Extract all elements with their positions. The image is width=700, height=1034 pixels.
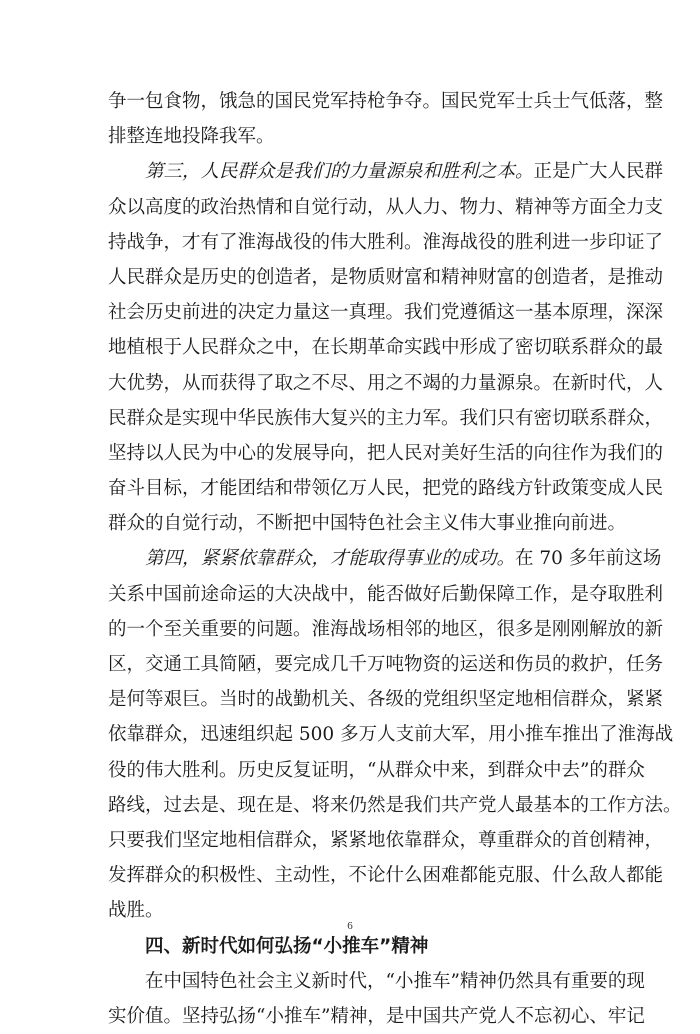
paragraph-2-line: 民群众是实现中华民族伟大复兴的主力军。我们只有密切联系群众， <box>108 407 664 429</box>
page-number: 6 <box>347 920 353 932</box>
paragraph-2-line: 持战争，才有了淮海战役的伟大胜利。淮海战役的胜利进一步印证了 <box>108 231 664 253</box>
paragraph-2-lead: 第三，人民群众是我们的力量源泉和胜利之本。 <box>145 161 534 183</box>
paragraph-2-line: 众以高度的政治热情和自觉行动，从人力、物力、精神等方面全力支 <box>108 196 664 218</box>
paragraph-3-line: 只要我们坚定地相信群众，紧紧地依靠群众，尊重群众的首创精神， <box>108 829 664 851</box>
paragraph-3-line: 发挥群众的积极性、主动性，不论什么困难都能克服、什么敌人都能 <box>108 865 664 887</box>
document-body <box>108 84 682 1034</box>
paragraph-4-line-2: 实价值。坚持弘扬“小推车”精神，是中国共产党人不忘初心、牢记 <box>108 1005 645 1027</box>
paragraph-3-line: 的一个至关重要的问题。淮海战场相邻的地区，很多是刚刚解放的新 <box>108 618 664 640</box>
paragraph-1-line-2: 排整连地投降我军。 <box>108 126 275 148</box>
paragraph-2-line: 群众的自觉行动，不断把中国特色社会主义伟大事业推向前进。 <box>108 513 627 535</box>
paragraph-3-line: 依靠群众，迅速组织起 500 多万人支前大军，用小推车推出了淮海战 <box>108 724 674 746</box>
section-heading: 四、新时代如何弘扬“小推车”精神 <box>145 935 429 957</box>
paragraph-3-line: 役的伟大胜利。历史反复证明，“从群众中来，到群众中去”的群众 <box>108 759 645 781</box>
paragraph-3-lead: 第四，紧紧依靠群众，才能取得事业的成功。 <box>145 548 516 570</box>
paragraph-2-lead-rest: 正是广大人民群 <box>533 161 664 183</box>
paragraph-3-line: 是何等艰巨。当时的战勤机关、各级的党组织坚定地相信群众，紧紧 <box>108 689 664 711</box>
paragraph-2-line-1 <box>108 154 664 189</box>
paragraph-2-line: 地植根于人民群众之中，在长期革命实践中形成了密切联系群众的最 <box>108 337 664 359</box>
paragraph-2-line: 社会历史前进的决定力量这一真理。我们党遵循这一基本原理，深深 <box>108 302 664 324</box>
paragraph-3-line: 关系中国前途命运的大决战中，能否做好后勤保障工作，是夺取胜利 <box>108 583 664 605</box>
paragraph-3-line: 战胜。 <box>108 900 164 922</box>
paragraph-2-line: 人民群众是历史的创造者，是物质财富和精神财富的创造者，是推动 <box>108 266 664 288</box>
paragraph-2-line: 坚持以人民为中心的发展导向，把人民对美好生活的向往作为我们的 <box>108 442 664 464</box>
paragraph-1-line-1: 争一包食物，饿急的国民党军持枪争夺。国民党军士兵士气低落，整 <box>108 91 664 112</box>
paragraph-3-line-1 <box>108 541 662 576</box>
paragraph-3-line: 区，交通工具简陋，要完成几千万吨物资的运送和伤员的救护，任务 <box>108 654 664 675</box>
paragraph-2-line: 大优势，从而获得了取之不尽、用之不竭的力量源泉。在新时代，人 <box>108 372 664 394</box>
paragraph-3-lead-rest: 在 70 多年前这场 <box>515 548 662 570</box>
paragraph-2-line: 奋斗目标，才能团结和带领亿万人民，把党的路线方针政策变成人民 <box>108 478 664 500</box>
paragraph-4-line-1: 在中国特色社会主义新时代，“小推车”精神仍然具有重要的现 <box>145 970 645 992</box>
paragraph-3-line: 路线，过去是、现在是、将来仍然是我们共产党人最基本的工作方法。 <box>108 794 682 816</box>
